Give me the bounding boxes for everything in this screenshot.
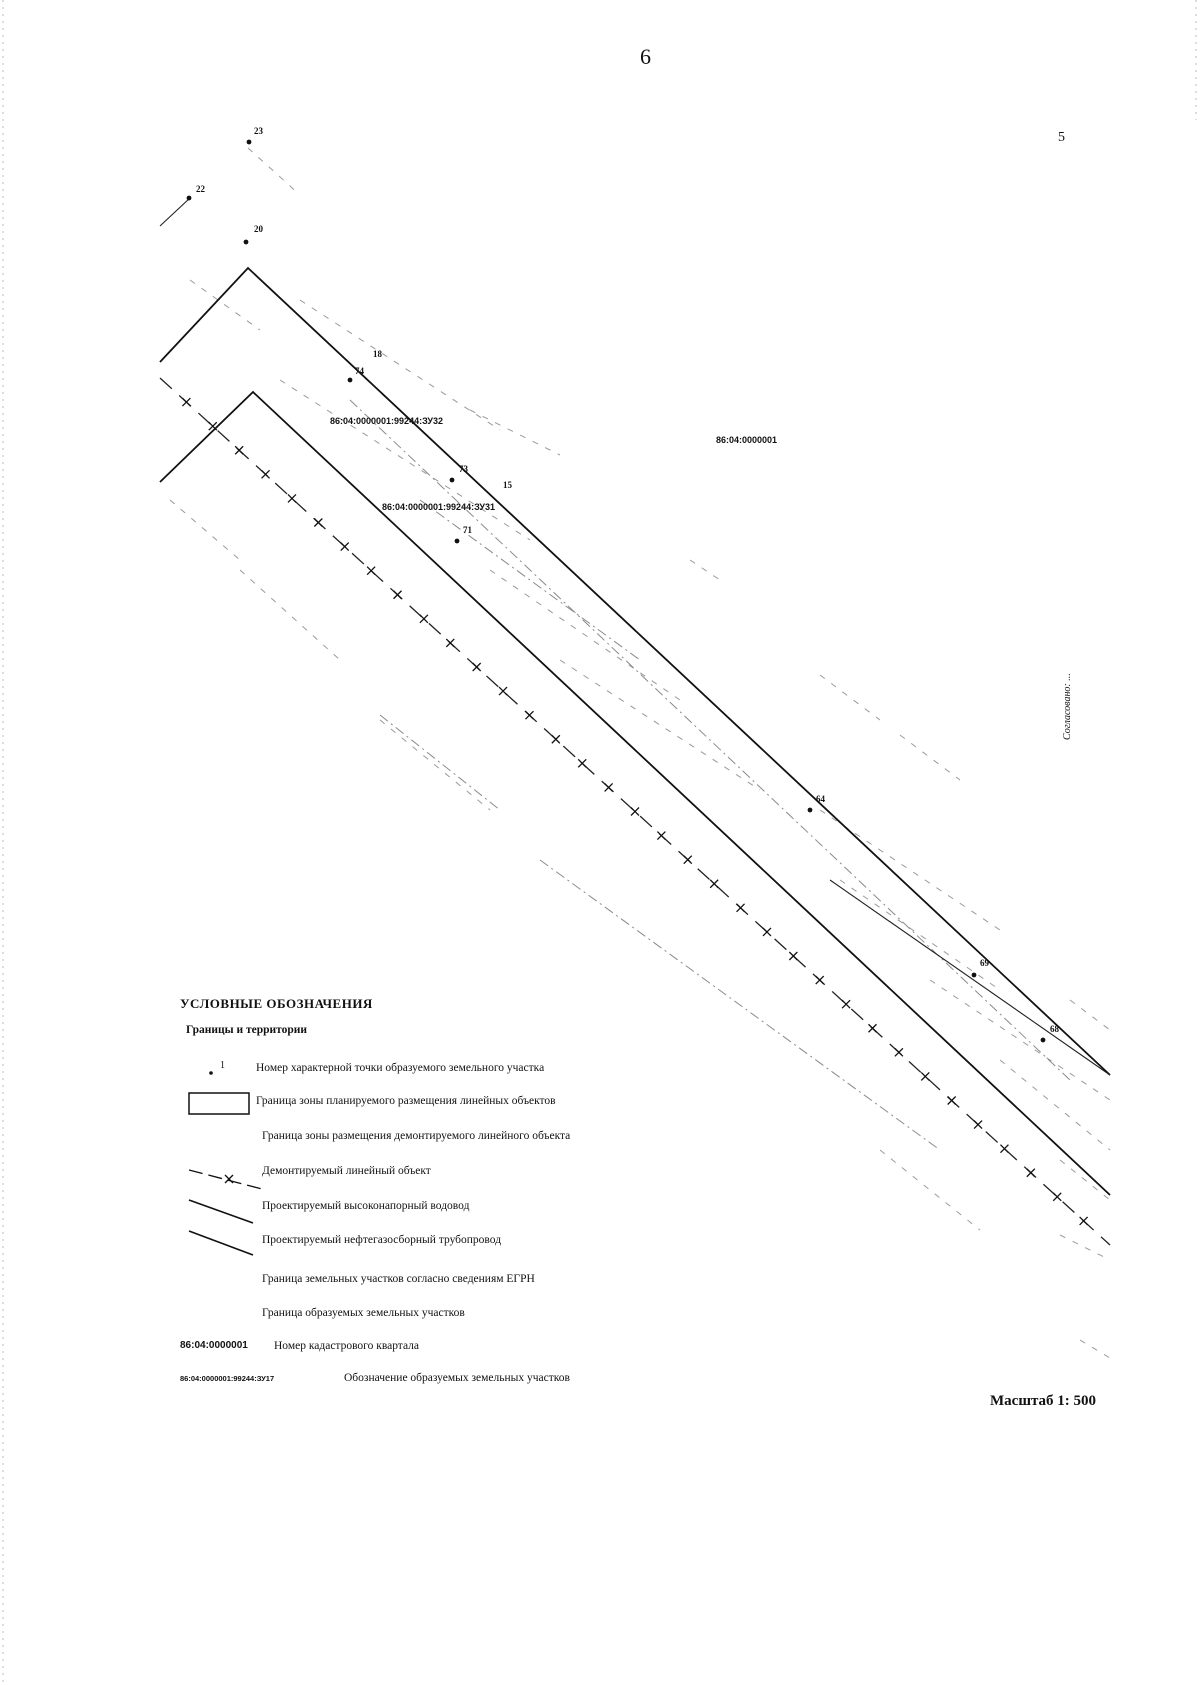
- side-approval-text: Согласовано: ...: [1062, 673, 1073, 740]
- egrn-line: [470, 410, 560, 455]
- egrn-line: [248, 148, 300, 195]
- characteristic-points: [187, 140, 1046, 1043]
- legend-water-pipeline-symbol: [189, 1200, 253, 1223]
- legend-point-number: 1: [220, 1060, 225, 1071]
- point-label: 22: [196, 184, 205, 194]
- egrn-line: [190, 280, 260, 330]
- parcel-zu32-label: 86:04:0000001:99244:ЗУ32: [330, 416, 443, 426]
- demolition-zone-line: [540, 860, 940, 1150]
- egrn-line: [1000, 1060, 1110, 1150]
- point-labels: [196, 126, 1060, 1034]
- egrn-line: [490, 570, 680, 700]
- legend-cadastral-quarter-symbol: 86:04:0000001: [180, 1340, 248, 1351]
- legend-planned-zone-symbol: [189, 1093, 249, 1114]
- legend-oil-pipeline-symbol: [189, 1231, 253, 1255]
- egrn-line: [1080, 1340, 1110, 1358]
- legend-title: УСЛОВНЫЕ ОБОЗНАЧЕНИЯ: [180, 996, 373, 1011]
- egrn-line: [1060, 1160, 1110, 1200]
- legend-point-symbol: [209, 1071, 213, 1075]
- pipeline-line: [830, 880, 1110, 1075]
- demolition-zone-boundary: [350, 400, 1070, 1150]
- legend-item-text: Номер характерной точки образуемого земельного участка: [256, 1062, 545, 1074]
- legend-parcel-designation-symbol: 86:04:0000001:99244:ЗУ17: [180, 1374, 275, 1383]
- point-71: [455, 539, 460, 544]
- corner-number: 5: [1058, 130, 1065, 145]
- egrn-line: [930, 980, 1110, 1100]
- cadastral-labels: [330, 416, 777, 512]
- point-label: 74: [355, 366, 364, 376]
- point-69: [972, 973, 977, 978]
- legend-demolished-object-symbol: [189, 1170, 262, 1189]
- egrn-line: [900, 735, 960, 780]
- legend-item-text: Проектируемый нефтегазосборный трубопровод: [262, 1234, 502, 1246]
- point-23: [247, 140, 252, 145]
- legend-item-text: Граница зоны планируемого размещения линейных объектов: [256, 1095, 556, 1107]
- egrn-line: [380, 720, 490, 810]
- projected-pipelines: [160, 198, 1110, 1075]
- planned-zone-upper-line: [160, 268, 1110, 1075]
- egrn-line: [820, 675, 880, 720]
- egrn-line: [280, 380, 530, 540]
- legend-item-text: Граница зоны размещения демонтируемого линейного объекта: [262, 1130, 571, 1142]
- point-label: 15: [503, 480, 512, 490]
- point-18: [348, 378, 353, 383]
- parcel-zu31-label: 86:04:0000001:99244:ЗУ31: [382, 502, 495, 512]
- point-68: [1041, 1038, 1046, 1043]
- point-64: [808, 808, 813, 813]
- legend-demolished-line: [189, 1170, 262, 1189]
- point-label: 68: [1050, 1024, 1059, 1034]
- legend-symbols: [189, 1071, 262, 1255]
- page-number: 6: [640, 44, 651, 69]
- egrn-line: [690, 560, 720, 580]
- legend-item-text: Номер кадастрового квартала: [274, 1340, 420, 1352]
- cadastral-quarter-label: 86:04:0000001: [716, 435, 778, 445]
- legend-item-text: Граница образуемых земельных участков: [262, 1307, 465, 1319]
- point-20: [244, 240, 249, 245]
- egrn-line: [880, 1150, 980, 1230]
- legend-item-text: Обозначение образуемых земельных участков: [344, 1372, 570, 1384]
- point-22: [187, 196, 192, 201]
- egrn-line: [240, 570, 340, 660]
- point-label: 23: [254, 126, 263, 136]
- point-label: 71: [463, 525, 472, 535]
- legend-item-text: Проектируемый высоконапорный водовод: [262, 1200, 470, 1212]
- demolition-zone-line: [380, 715, 500, 810]
- pipeline-line: [160, 198, 190, 226]
- point-73: [450, 478, 455, 483]
- map-scale: Масштаб 1: 500: [990, 1393, 1097, 1409]
- point-label: 73: [459, 464, 468, 474]
- point-label: 64: [816, 794, 825, 804]
- planned-zone-boundary: [160, 268, 1110, 1195]
- egrn-line: [1070, 1000, 1110, 1030]
- legend-subtitle: Границы и территории: [186, 1024, 308, 1036]
- point-label: 18: [373, 349, 382, 359]
- point-label: 20: [254, 224, 263, 234]
- legend-item-text: Демонтируемый линейный объект: [262, 1165, 431, 1177]
- egrn-line: [170, 500, 240, 560]
- planned-zone-lower-line: [160, 392, 1110, 1195]
- point-label: 69: [980, 958, 989, 968]
- legend-item-text: Граница земельных участков согласно сведениям ЕГРН: [262, 1273, 535, 1285]
